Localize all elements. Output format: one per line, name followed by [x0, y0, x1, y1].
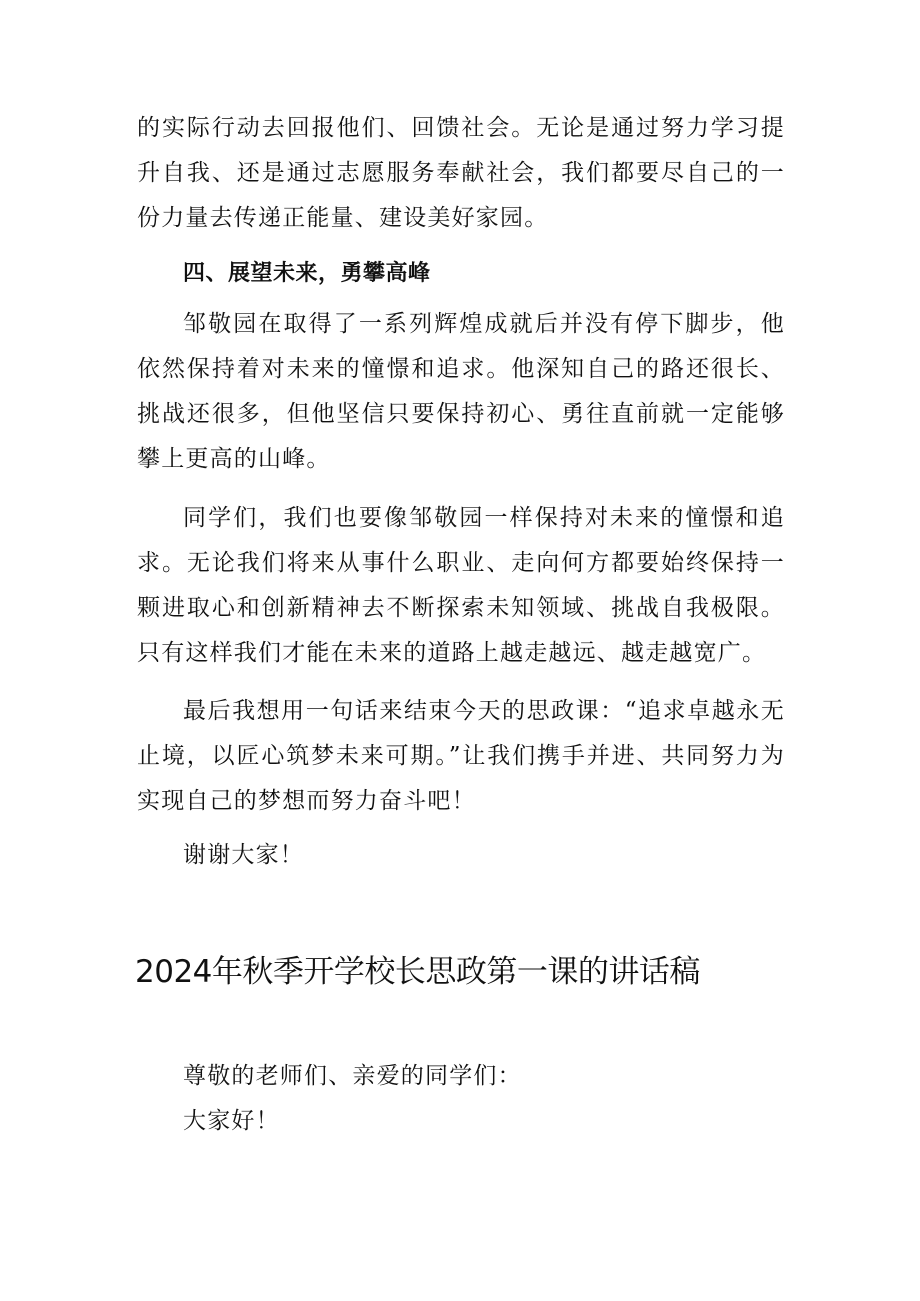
- body-paragraph: 最后我想用一句话来结束今天的思政课：“追求卓越永无止境，以匠心筑梦未来可期。”让我们携手并进、共同努力为实现自己的梦想而努力奋斗吧！: [137, 698, 785, 814]
- section-heading: 四、展望未来，勇攀高峰: [183, 261, 431, 286]
- document-title: 2024年秋季开学校长思政第一课的讲话稿: [135, 954, 700, 990]
- body-paragraph: 同学们，我们也要像邹敬园一样保持对未来的憧憬和追求。无论我们将来从事什么职业、走向何方都要始终保持一颗进取心和创新精神去不断探索未知领域、挑战自我极限。只有这样我们才能在未来的道路上越走越远、越走越宽广。: [137, 505, 785, 666]
- greeting: 大家好！: [183, 1108, 280, 1134]
- continuation-paragraph: 的实际行动去回报他们、回馈社会。无论是通过努力学习提升自我、还是通过志愿服务奉献社会，我们都要尽自己的一份力量去传递正能量、建设美好家园。: [137, 115, 785, 231]
- salutation: 尊敬的老师们、亲爱的同学们：: [183, 1063, 522, 1089]
- closing-thanks: 谢谢大家！: [183, 842, 304, 868]
- body-paragraph: 邹敬园在取得了一系列辉煌成就后并没有停下脚步，他依然保持着对未来的憧憬和追求。他深知自己的路还很长、挑战还很多，但他坚信只要保持初心、勇往直前就一定能够攀上更高的山峰。: [137, 311, 785, 472]
